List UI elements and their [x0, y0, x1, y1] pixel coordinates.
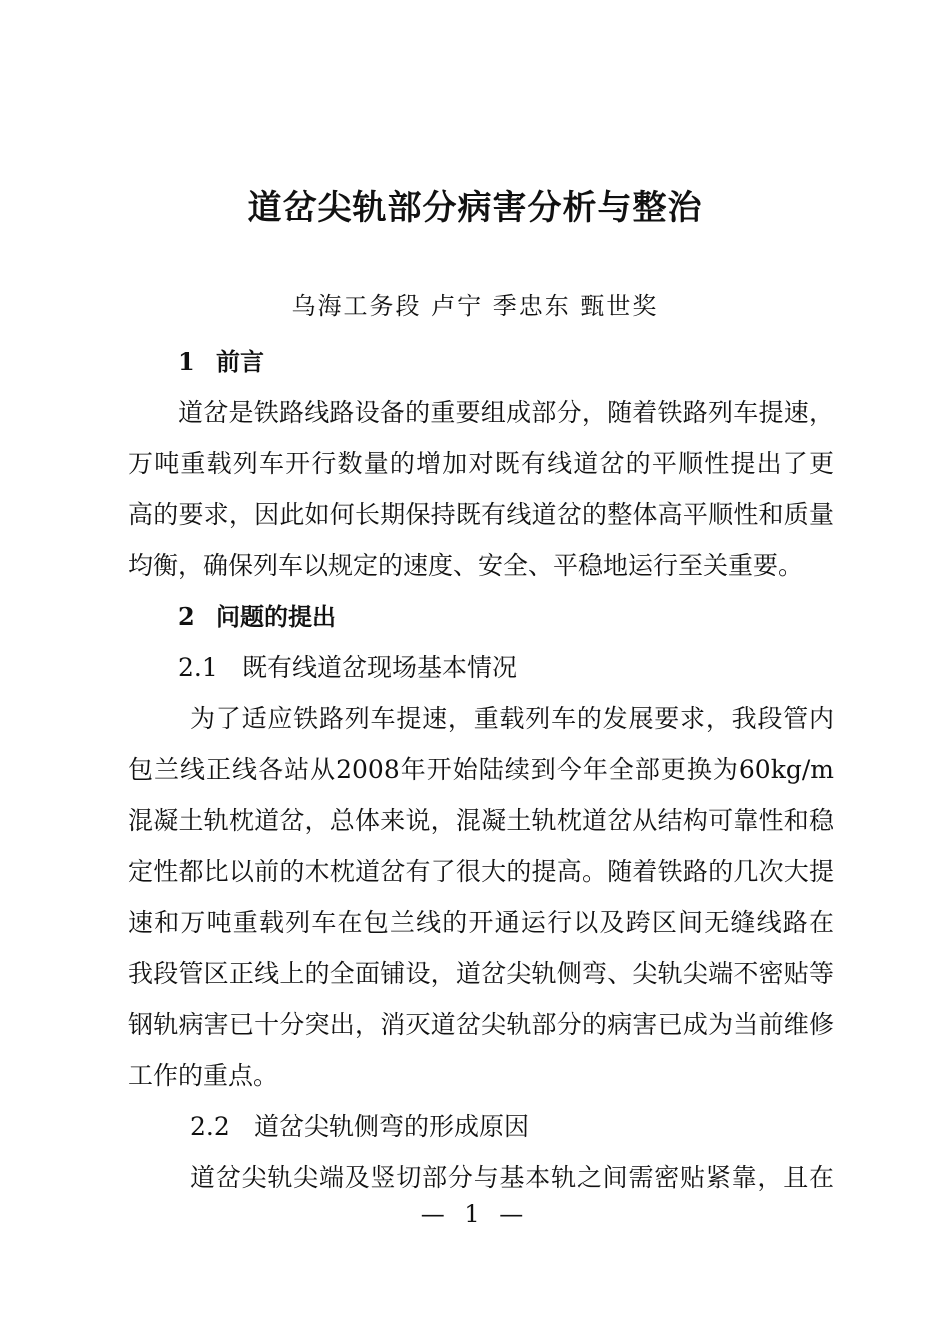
section-heading-2 — [128, 591, 834, 642]
paragraph-line: 速和万吨重载列车在包兰线的开通运行以及跨区间无缝线路在 — [128, 908, 834, 937]
page-number: — 1 — — [420, 1200, 530, 1228]
section-number: 1 — [178, 347, 195, 376]
paragraph-line: 万吨重载列车开行数量的增加对既有线道岔的平顺性提出了更 — [128, 449, 834, 478]
subsection-number: 2.2 — [190, 1112, 230, 1141]
subsection-title: 既有线道岔现场基本情况 — [242, 653, 518, 682]
paragraph-line: 定性都比以前的木枕道岔有了很大的提高。随着铁路的几次大提 — [128, 857, 834, 886]
section-number: 2 — [178, 602, 195, 631]
paragraph-line: 工作的重点。 — [128, 1061, 279, 1090]
document-title: 道岔尖轨部分病害分析与整治 — [247, 188, 703, 228]
section-title: 问题的提出 — [216, 603, 336, 631]
paragraph-line: 钢轨病害已十分突出，消灭道岔尖轨部分的病害已成为当前维修 — [128, 1010, 834, 1039]
paragraph-line: 道岔是铁路线路设备的重要组成部分，随着铁路列车提速， — [178, 398, 834, 427]
section-title: 前言 — [216, 348, 264, 376]
document-authors: 乌海工务段 卢宁 季忠东 甄世奖 — [291, 292, 659, 320]
subsection-title: 道岔尖轨侧弯的形成原因 — [254, 1112, 530, 1141]
subsection-heading-2-2 — [128, 1101, 834, 1152]
paragraph-line: 为了适应铁路列车提速，重载列车的发展要求，我段管内 — [190, 704, 834, 733]
section-heading-1 — [128, 336, 834, 387]
paragraph-line: 高的要求，因此如何长期保持既有线道岔的整体高平顺性和质量 — [128, 500, 834, 529]
paragraph-line: 道岔尖轨尖端及竖切部分与基本轨之间需密贴紧靠，且在 — [190, 1163, 834, 1192]
paragraph-line: 均衡，确保列车以规定的速度、安全、平稳地运行至关重要。 — [128, 551, 804, 580]
document-body — [128, 336, 834, 1203]
paragraph-line: 包兰线正线各站从2008年开始陆续到今年全部更换为60kg/m — [128, 755, 834, 784]
paragraph-line: 我段管区正线上的全面铺设，道岔尖轨侧弯、尖轨尖端不密贴等 — [128, 959, 834, 988]
subsection-number: 2.1 — [178, 653, 218, 682]
paragraph-line: 混凝土轨枕道岔，总体来说，混凝土轨枕道岔从结构可靠性和稳 — [128, 806, 834, 835]
subsection-heading-2-1 — [128, 642, 834, 693]
